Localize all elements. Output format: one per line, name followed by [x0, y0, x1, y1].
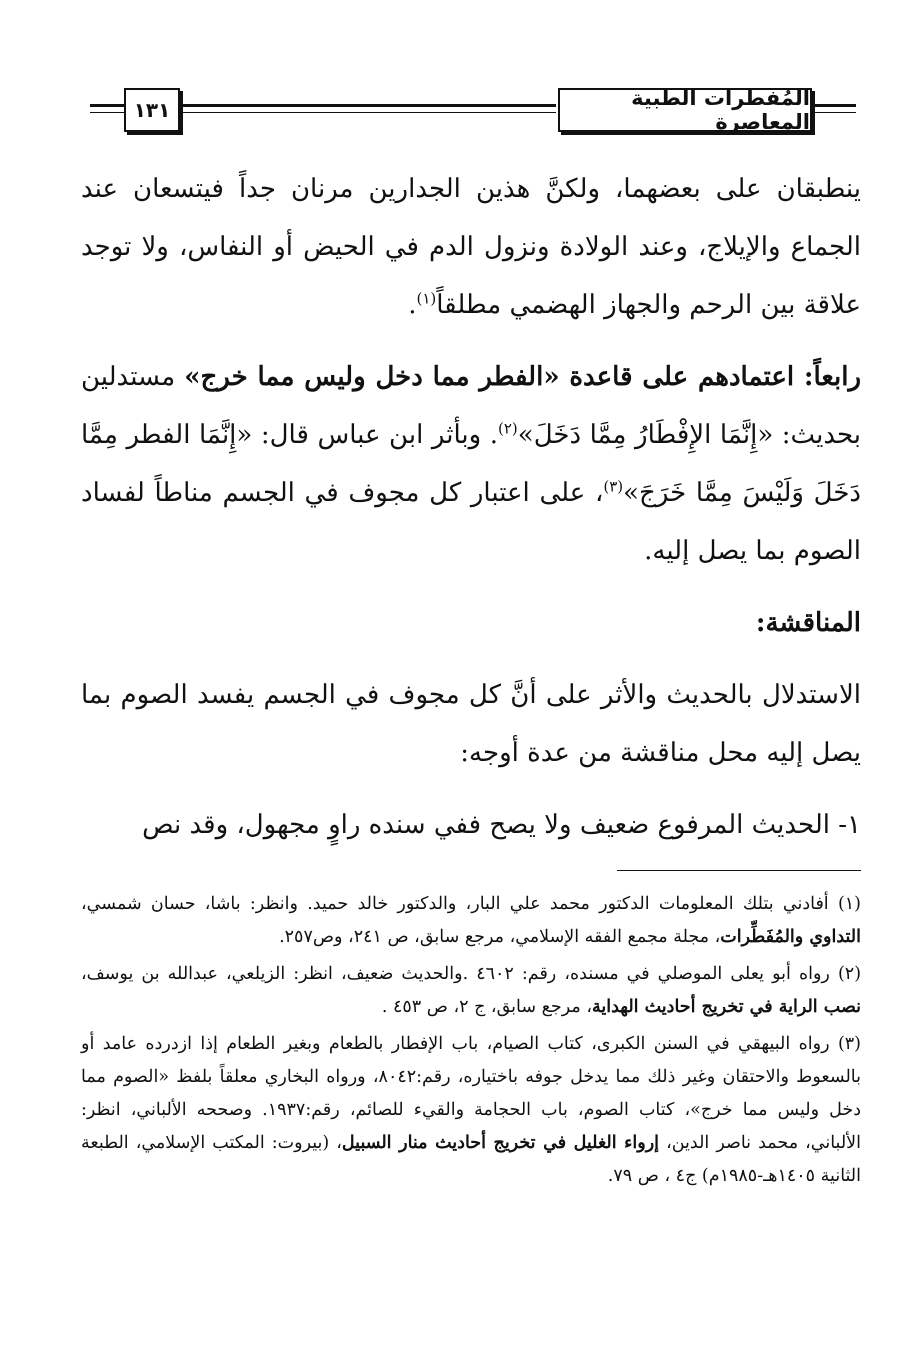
paragraph-2	[81, 348, 861, 580]
p3-line-1: الاستدلال بالحديث والأثر على أنَّ كل مجوف في الجسم يفسد الصوم بما	[81, 680, 861, 710]
footnote-3	[81, 1028, 861, 1193]
footnote-3-title: إرواء الغليل في تخريج أحاديث منار السبيل	[341, 1133, 660, 1153]
p3-line-2: يصل إليه محل مناقشة من عدة أوجه:	[460, 738, 861, 768]
footnote-2	[81, 958, 861, 1024]
header-rule-middle	[180, 104, 556, 107]
paragraph-3	[81, 666, 861, 782]
footnote-3-text: رواه البيهقي في السنن الكبرى، كتاب الصيام، باب الإفطار بالطعام وبغير الطعام إذا ازدرده عامد أو بالسعوط والاحتقان وغير ذلك مما يدخل جوفه باختياره، رقم:٨٠٤٢، ورواه البخاري معلقاً بلفظ «الصوم مما دخل وليس مما خرج»، كتاب الصوم، باب الحجامة والقيء للصائم، رقم:١٩٣٧. وصححه الألباني، انظر: الألباني، محمد ناصر الدين،	[81, 1034, 861, 1153]
footnote-ref-1[interactable]: (١)	[416, 289, 437, 308]
footnote-1-text-b: ، مجلة مجمع الفقه الإسلامي، مرجع سابق، ص ٢٤١، وص٢٥٧.	[279, 927, 721, 947]
running-title-text: المُفطرات الطبية المعاصرة	[631, 86, 810, 134]
paragraph-1	[81, 160, 861, 334]
p1-line-1: ينطبقان على بعضهما، ولكنَّ هذين الجدارين مرنان جداً فيتسعان عند الجماع	[81, 174, 862, 262]
running-title	[558, 88, 812, 132]
footnote-2-number: (٢)	[837, 964, 862, 984]
footnote-separator	[617, 870, 861, 871]
header-rule-left	[90, 104, 124, 107]
footnote-1-title: التداوي والمُفَطِّرات	[720, 927, 861, 947]
page-number: ١٣١	[133, 98, 171, 122]
footnote-3-text-b: ، (بيروت: المكتب الإسلامي، الطبعة الثانية ١٤٠٥هـ-١٩٨٥م) ج٤ ، ص ٧٩.	[81, 1133, 861, 1186]
main-text	[81, 160, 861, 854]
p1-end: .	[408, 290, 417, 320]
footnote-1	[81, 888, 861, 954]
p2-line-3a: وَلَيْسَ مِمَّا خَرَجَ»	[623, 478, 804, 508]
footnote-2-title: نصب الراية في تخريج أحاديث الهداية	[591, 997, 861, 1017]
footnote-2-text-b: ، مرجع سابق، ج ٢، ص ٤٥٣ .	[381, 997, 592, 1017]
header-rule-middle-thin	[180, 112, 556, 113]
p2-line-3b: ، على اعتبار كل مجوف في الجسم مناطاً لفساد الصوم بما يصل	[81, 478, 861, 566]
footnote-2-text: رواه أبو يعلى الموصلي في مسنده، رقم: ٤٦٠٢ .والحديث ضعيف، انظر: الزيلعي، عبدالله بن يوسف،	[81, 964, 838, 984]
footnote-3-number: (٣)	[837, 1034, 861, 1054]
p2-line-4: إليه.	[644, 536, 690, 566]
page-header	[90, 82, 856, 144]
footnote-ref-2[interactable]: (٢)	[498, 419, 518, 438]
p4-line-1: ١- الحديث المرفوع ضعيف ولا يصح ففي سنده راوٍ مجهول، وقد نص	[142, 810, 861, 840]
p2-line-1-rest: مستدلين	[81, 362, 185, 392]
p2-hadith-quote: بحديث: «إِنَّمَا الإِفْطَارُ مِمَّا دَخَلَ»	[517, 420, 861, 450]
header-rule-right-thin	[808, 112, 856, 113]
footnote-ref-3[interactable]: (٣)	[603, 477, 624, 496]
footnotes	[81, 888, 861, 1197]
p2-line-2b: . وبأثر ابن عباس قال: «إِنَّمَا الفطر مِمَّا دَخَلَ	[81, 420, 861, 508]
p1-line-3: الرحم والجهاز الهضمي مطلقاً	[436, 290, 753, 320]
header-rule-left-thin	[90, 112, 124, 113]
p1-line-2: والإيلاج، وعند الولادة ونزول الدم في الحيض أو النفاس، ولا توجد علاقة بين	[81, 232, 861, 320]
paragraph-4	[81, 796, 861, 854]
footnote-1-text: أفادني بتلك المعلومات الدكتور محمد علي البار، والدكتور خالد حميد. وانظر: باشا، حسان شمسي،	[81, 894, 838, 914]
footnote-1-number: (١)	[837, 894, 861, 914]
section-4-heading: رابعاً: اعتمادهم على قاعدة «الفطر مما دخل وليس مما خرج»	[184, 362, 861, 392]
discussion-heading: المناقشة:	[755, 608, 861, 638]
page-number-box	[124, 88, 180, 132]
header-rule-right	[808, 104, 856, 107]
